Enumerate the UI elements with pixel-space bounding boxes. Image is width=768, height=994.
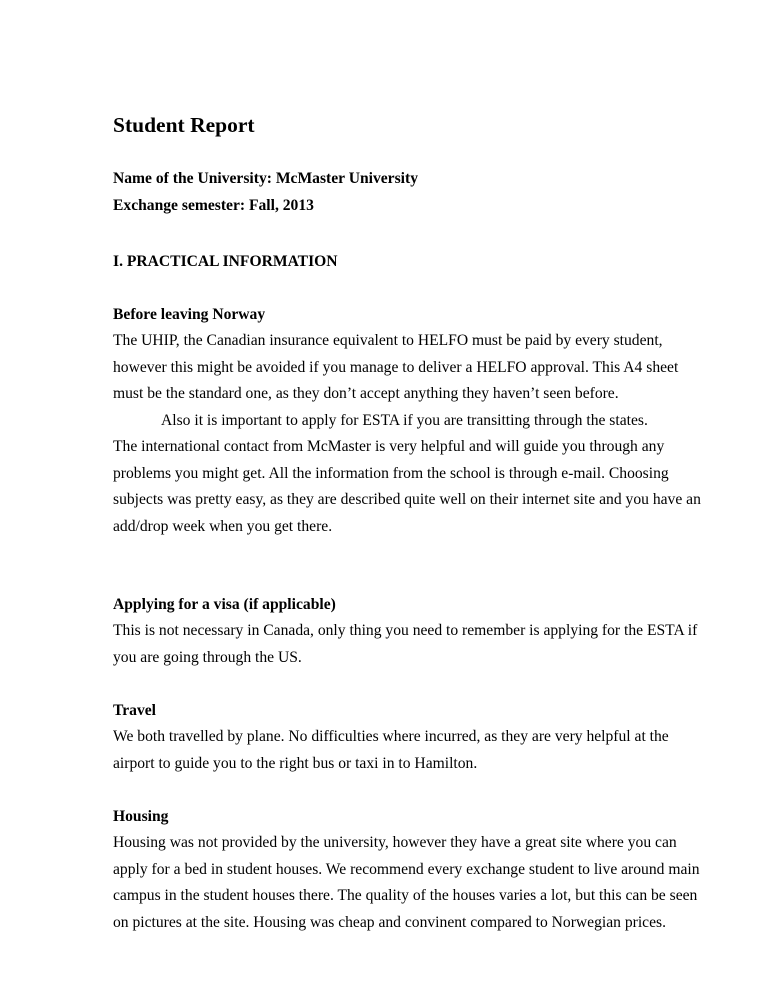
subheading-before-leaving: Before leaving Norway — [113, 306, 266, 323]
subheading-travel: Travel — [113, 702, 157, 719]
paragraph-line: apply for a bed in student houses. We recommend every exchange student to live around main — [113, 861, 700, 878]
paragraph-line: This is not necessary in Canada, only thing you need to remember is applying for the ESTA if — [113, 622, 698, 639]
paragraph-line: campus in the student houses there. The quality of the houses varies a lot, but this can be seen — [113, 887, 698, 904]
paragraph-line: Housing was not provided by the university, however they have a great site where you can — [113, 834, 677, 851]
paragraph-line: The international contact from McMaster is very helpful and will guide you through any — [113, 438, 665, 455]
paragraph-line: you are going through the US. — [113, 649, 302, 666]
paragraph-line: Also it is important to apply for ESTA if you are transitting through the states. — [161, 412, 648, 429]
paragraph-line: however this might be avoided if you manage to deliver a HELFO approval. This A4 sheet — [113, 359, 679, 376]
subheading-housing: Housing — [113, 808, 169, 825]
exchange-semester: Exchange semester: Fall, 2013 — [113, 197, 314, 214]
paragraph-line: must be the standard one, as they don’t accept anything they haven’t seen before. — [113, 385, 619, 402]
paragraph-line: subjects was pretty easy, as they are described quite well on their internet site and you have an — [113, 491, 701, 508]
subheading-visa: Applying for a visa (if applicable) — [113, 596, 336, 613]
paragraph-line: add/drop week when you get there. — [113, 518, 333, 535]
university-name: Name of the University: McMaster University — [113, 170, 418, 187]
page-title: Student Report — [113, 113, 255, 137]
paragraph-line: problems you might get. All the information from the school is through e-mail. Choosing — [113, 465, 669, 482]
paragraph-line: We both travelled by plane. No difficulties where incurred, as they are very helpful at the — [113, 728, 669, 745]
section-heading: I. PRACTICAL INFORMATION — [113, 253, 338, 270]
paragraph-line: on pictures at the site. Housing was cheap and convinent compared to Norwegian prices. — [113, 914, 666, 931]
paragraph-line: airport to guide you to the right bus or taxi in to Hamilton. — [113, 755, 478, 772]
paragraph-line: The UHIP, the Canadian insurance equivalent to HELFO must be paid by every student, — [113, 332, 663, 349]
